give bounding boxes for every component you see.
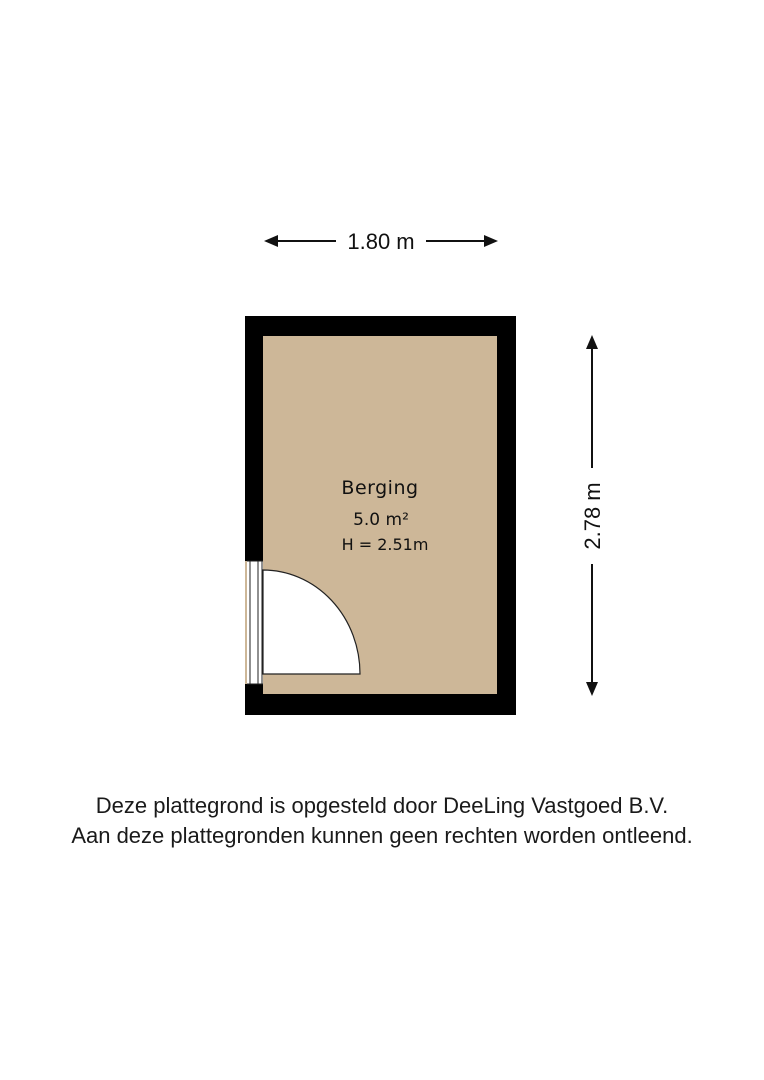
width-arrow-left-icon [264,235,278,247]
room-area: 5.0 m² [353,510,409,530]
width-arrow-right-icon [484,235,498,247]
wall-top [245,316,516,336]
room-height: H = 2.51m [341,535,429,554]
wall-left-lower [245,684,263,715]
depth-dimension-label: 2.78 m [580,482,605,550]
depth-dimension [580,335,605,696]
door-opening [247,561,263,684]
depth-arrow-down-icon [586,682,598,696]
wall-right [497,316,516,715]
wall-left-upper [245,316,263,561]
disclaimer-line-2: Aan deze plattegronden kunnen geen rechten worden ontleend. [71,823,693,848]
wall-bottom [245,694,516,715]
door-frame [247,561,263,684]
width-dimension-label: 1.80 m [347,229,415,254]
depth-arrow-up-icon [586,335,598,349]
width-dimension [264,229,498,254]
room-name: Berging [341,477,419,499]
disclaimer-line-1: Deze plattegrond is opgesteld door DeeLing Vastgoed B.V. [95,793,669,818]
